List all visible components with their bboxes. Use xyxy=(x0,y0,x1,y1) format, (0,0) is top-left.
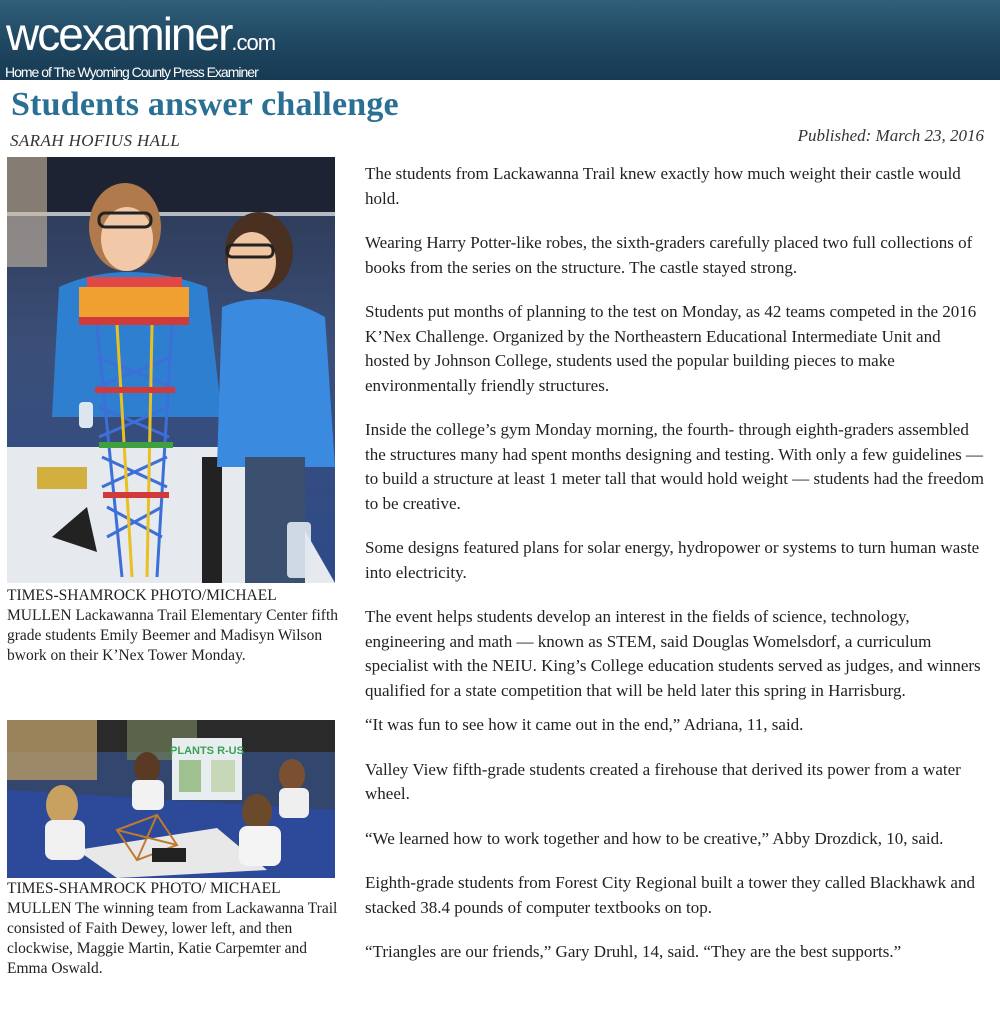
article-headline: Students answer challenge xyxy=(11,86,399,123)
article-paragraph: Some designs featured plans for solar energy, hydropower or systems to turn human waste into electricity. xyxy=(365,538,980,582)
sign-text: PLANTS R-US xyxy=(170,745,244,757)
article-paragraph: The students from Lackawanna Trail knew exactly how much weight their castle would hold. xyxy=(365,164,961,208)
article-paragraph: Inside the college’s gym Monday morning, the fourth- through eighth-graders assembled the structures many had spent months designing and testing. With only a few guidelines — to build a structure at least 1 meter tall that would hold weight — students had the freedom to be creative. xyxy=(365,420,984,513)
article-paragraph: “We learned how to work together and how to be creative,” Abby Drozdick, 10, said. xyxy=(365,828,944,848)
photo-caption: TIMES-SHAMROCK PHOTO/ MICHAEL MULLEN The winning team from Lackawanna Trail consisted of Faith Dewey, lower left, and then clockwise, Maggie Martin, Katie Carpemter and Emma Oswald. xyxy=(7,880,338,977)
article-byline: SARAH HOFIUS HALL xyxy=(10,131,181,150)
article-paragraph: The event helps students develop an interest in the fields of science, technology, engineering and math — known as STEM, said Douglas Womelsdorf, a curriculum specialist with the NEIU. King’s College education students served as judges, and winners qualified for a state competition that will be held later this spring in Harrisburg. xyxy=(365,607,981,700)
photo-winning-team xyxy=(7,720,335,878)
article-paragraph: Valley View fifth-grade students created a firehouse that derived its power from a water wheel. xyxy=(365,759,961,803)
article-paragraph: Students put months of planning to the test on Monday, as 42 teams competed in the 2016 K’Nex Challenge. Organized by the Northeastern Educational Intermediate Unit and hosted by Johnson College, students used the popular building pieces to make environmentally friendly structures. xyxy=(365,302,977,395)
site-tagline: Home of The Wyoming County Press Examiner xyxy=(5,64,258,80)
photo-knex-tower xyxy=(7,157,335,583)
site-name: wcexaminer xyxy=(6,8,232,60)
article-paragraph: Wearing Harry Potter-like robes, the sixth-graders carefully placed two full collections of books from the series on the structure. The castle stayed strong. xyxy=(365,233,973,277)
published-date: Published: March 23, 2016 xyxy=(797,126,984,145)
site-tld: .com xyxy=(231,30,276,55)
article-paragraph: “It was fun to see how it came out in the end,” Adriana, 11, said. xyxy=(365,715,804,734)
article-body xyxy=(365,162,985,965)
site-logo[interactable] xyxy=(6,8,275,60)
masthead xyxy=(0,0,1000,80)
article-paragraph: Eighth-grade students from Forest City Regional built a tower they called Blackhawk and stacked 38.4 pounds of computer textbooks on top. xyxy=(365,873,975,917)
article-paragraph: “Triangles are our friends,” Gary Druhl, 14, said. “They are the best supports.” xyxy=(365,942,902,961)
photo-caption: TIMES-SHAMROCK PHOTO/MICHAEL MULLEN Lackawanna Trail Elementary Center fifth grade students Emily Beemer and Madisyn Wilson bwork on their K’Nex Tower Monday. xyxy=(7,587,338,664)
